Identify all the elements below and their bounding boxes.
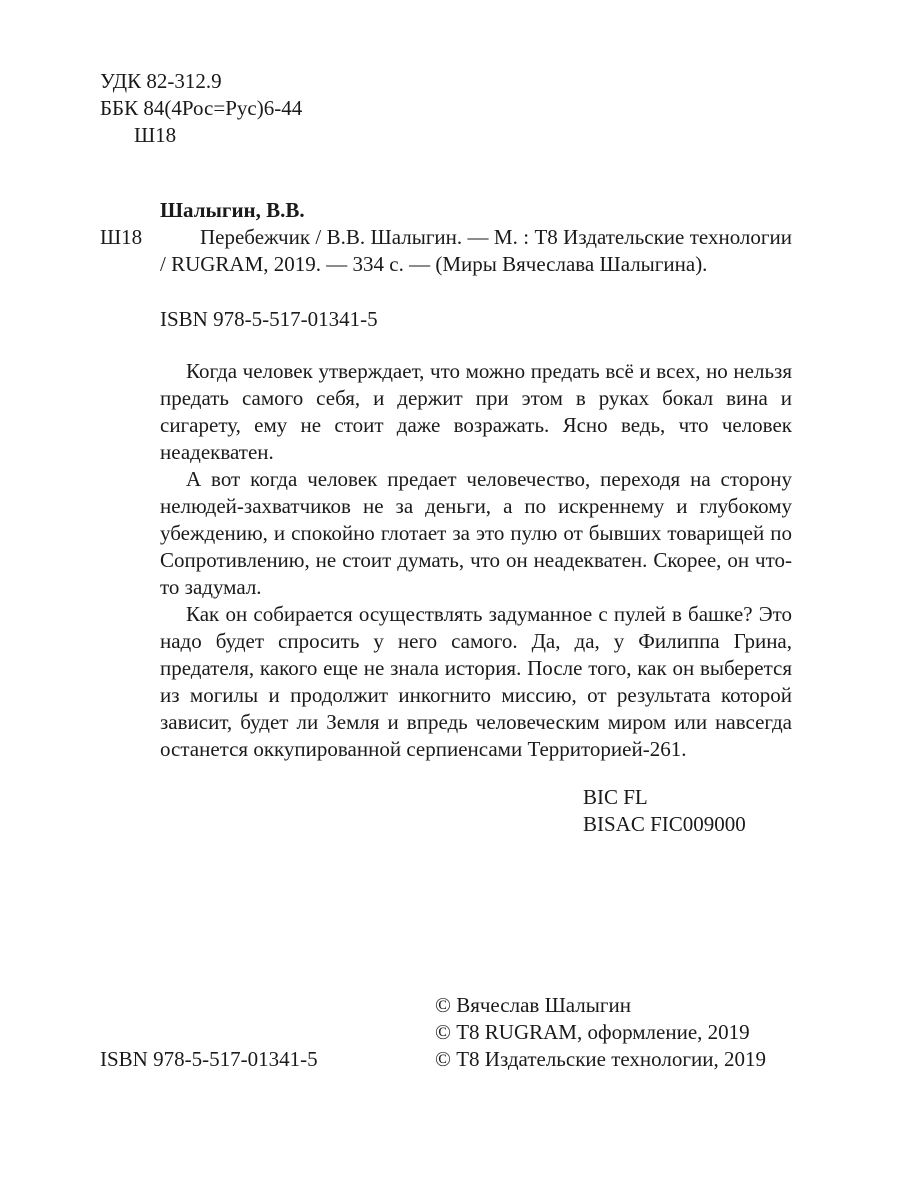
isbn-top: ISBN 978-5-517-01341-5 <box>160 307 378 331</box>
copyright-block <box>100 992 800 1073</box>
copyright-lines <box>435 992 800 1073</box>
author-heading: Шалыгин, В.В. <box>160 198 305 222</box>
isbn-bottom: ISBN 978-5-517-01341-5 <box>100 1047 318 1071</box>
bbk-line: ББК 84(4Рос=Рус)6-44 <box>100 96 303 120</box>
annotation-block <box>160 358 792 763</box>
annotation-paragraph: Как он собирается осуществлять задуманное с пулей в башке? Это надо будет спросить у него самого. Да, да, у Филиппа Грина, предателя, какого еще не знала история. После того, как он выберется из могилы и продолжит инкогнито миссию, от результата которой зависит, будет ли Земля и впредь человеческим миром или навсегда останется оккупированной серпиенсами Территорией-261. <box>160 602 792 761</box>
main-column <box>100 197 792 838</box>
annotation-paragraph: А вот когда человек предает человечество, переходя на сторону нелюдей-захватчиков не за деньги, а по искреннему и глубокому убеждению, и спокойно глотает за это пулю от бывших товарищей по Сопротивлению, не стоит думать, что он неадекватен. Скорее, он что-то задумал. <box>160 467 792 599</box>
bib-code: Ш18 <box>100 225 143 249</box>
copyright-line: © Т8 Издательские технологии, 2019 <box>435 1047 766 1071</box>
shifr-line: Ш18 <box>134 123 177 147</box>
bic-code: BIC FL <box>583 785 648 809</box>
copyright-line: © Т8 RUGRAM, оформление, 2019 <box>435 1020 750 1044</box>
classification-block <box>583 784 792 838</box>
bisac-code: BISAC FIC009000 <box>583 812 746 836</box>
annotation-paragraph: Когда человек утверждает, что можно предать всё и всех, но нельзя предать самого себя, и держит при этом в руках бокал вина и сигарету, ему не стоит даже возражать. Ясно ведь, что человек неадекватен. <box>160 359 792 464</box>
bib-description: Перебежчик / В.В. Шалыгин. — М. : Т8 Издательские технологии / RUGRAM, 2019. — 334 с. — (Миры Вячеслава Шалыгина). <box>160 225 792 276</box>
copyright-line: © Вячеслав Шалыгин <box>435 993 631 1017</box>
bibliographic-entry <box>100 224 792 278</box>
cataloguing-block <box>100 68 302 149</box>
udk-line: УДК 82-312.9 <box>100 69 222 93</box>
